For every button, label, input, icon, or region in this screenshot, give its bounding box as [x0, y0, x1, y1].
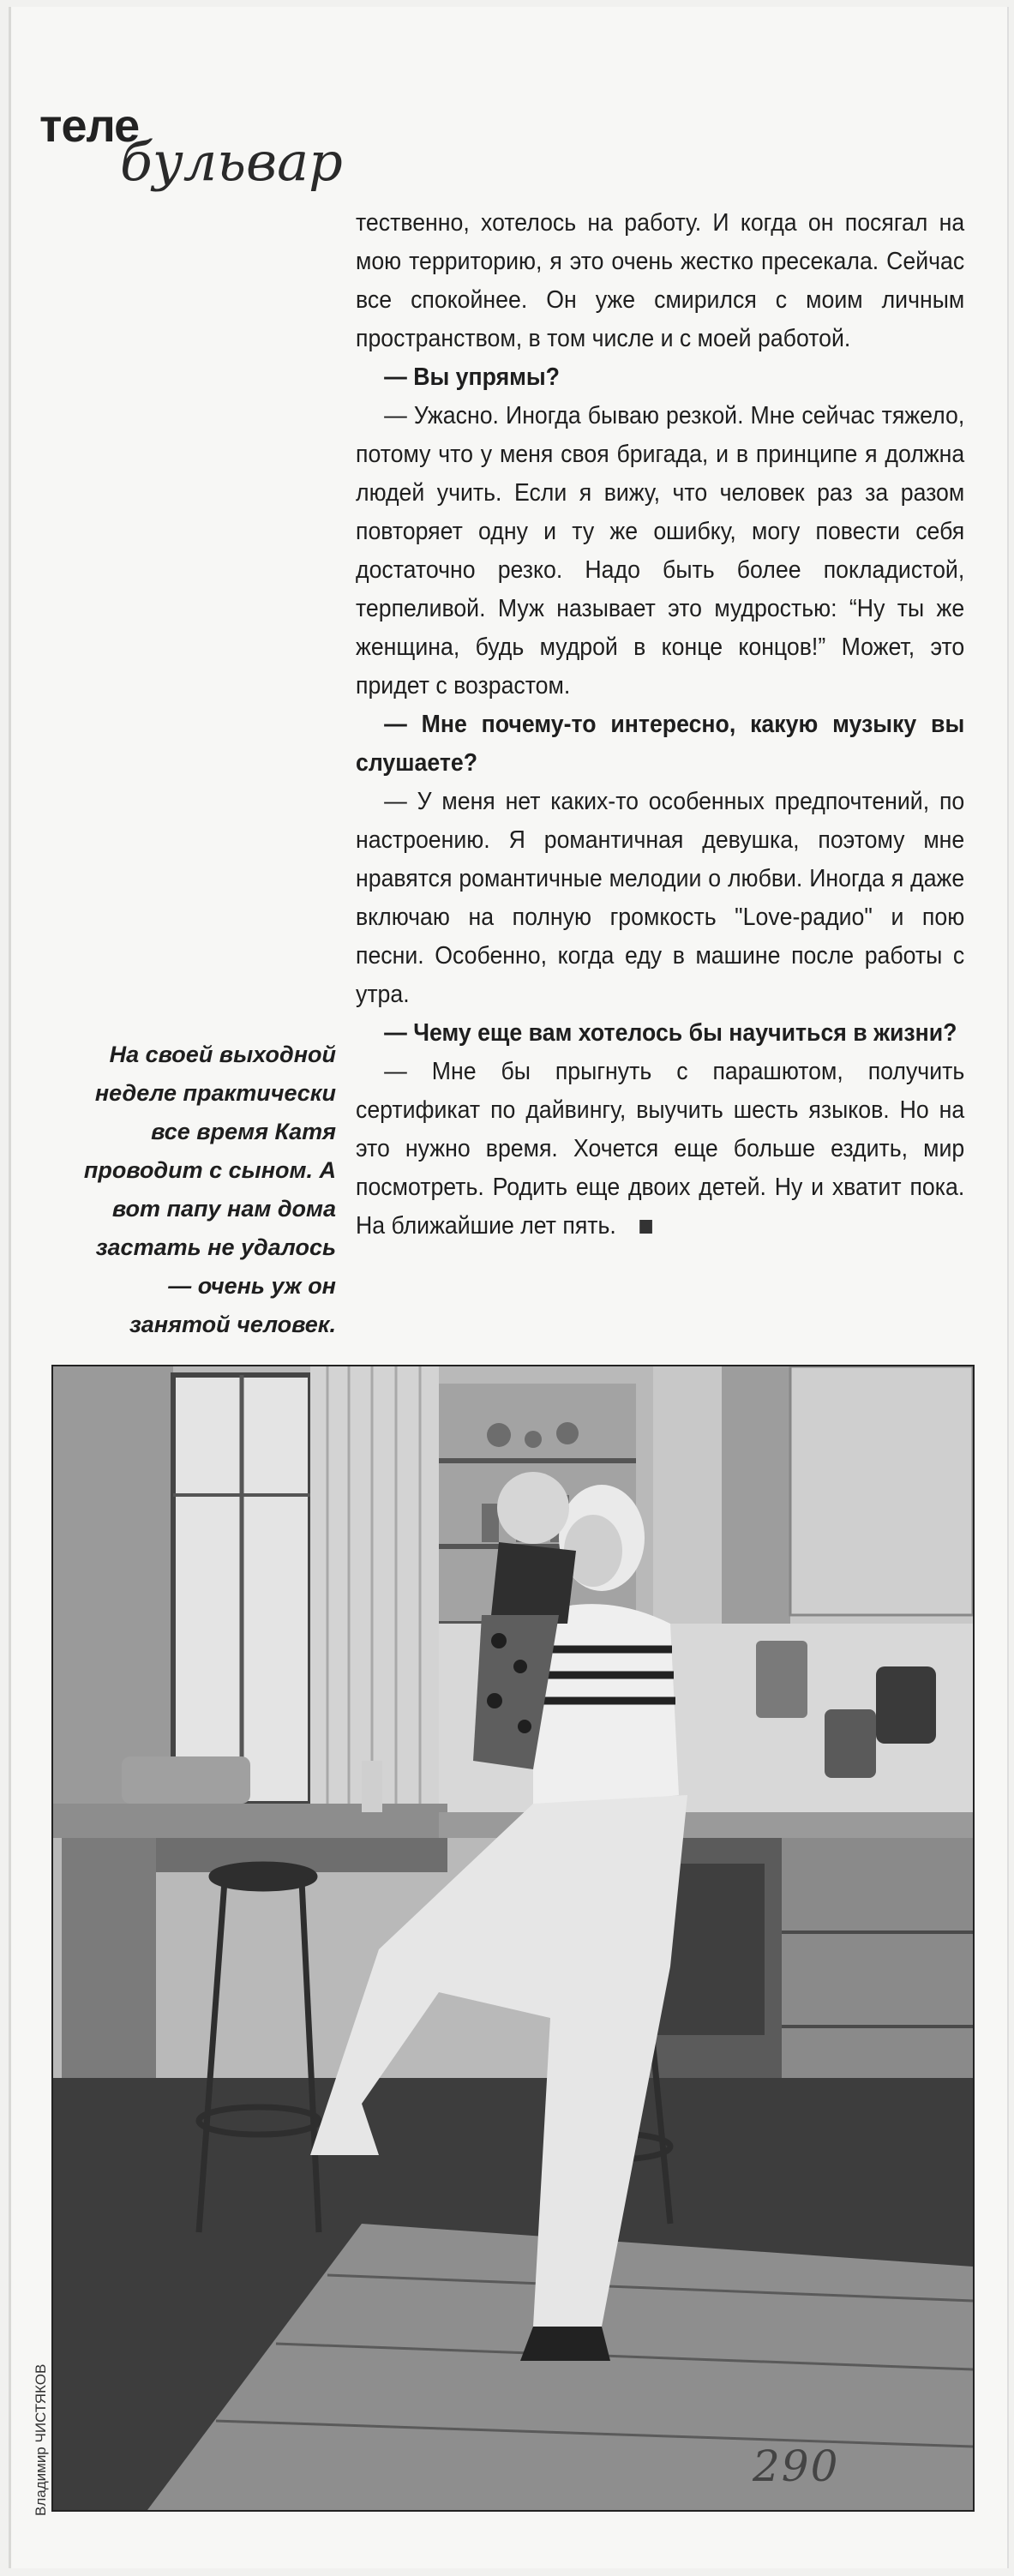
photo-caption: На своей выходной неделе практически все время Катя проводит с сыном. А вот папу нам дома застать не удалось — очень уж он занятой человек.	[83, 1042, 336, 1337]
end-of-article-square-icon	[639, 1220, 652, 1234]
article-body	[356, 204, 964, 1246]
article-paragraph: тественно, хотелось на работу. И когда он посягал на мою территорию, я это очень жестко пресекала. Сейчас все спокойнее. Он уже смирился с моим личным пространством, в том числе и с моей работой.	[356, 209, 965, 352]
article-paragraph: — У меня нет каких-то особенных предпочтений, по настроению. Я романтичная девушка, поэтому мне нравятся романтичные мелодии о любви. Иногда я даже включаю на полную громкость "Love-радио" и пою песни. Особенно, когда еду в машине после работы с утра.	[356, 788, 965, 1008]
rubric-title-bottom: бульвар	[120, 130, 343, 193]
article-last-paragraph-text: — Мне бы прыгнуть с парашютом, получить сертификат по дайвингу, выучить шесть языков. Но на это нужно время. Хочется еще больше ездить, мир посмотреть. Родить еще двоих детей. Ну и хватит пока. На ближайшие лет пять.	[356, 1058, 965, 1240]
page-number: 290	[753, 2441, 840, 2491]
interview-question: — Вы упрямы?	[384, 363, 560, 391]
kitchen-photo	[51, 1365, 975, 2512]
article-paragraph: — Ужасно. Иногда бываю резкой. Мне сейчас тяжело, потому что у меня своя бригада, и в принципе я должна людей учить. Если я вижу, что человек раз за разом повторяет одну и ту же ошибку, могу повести себя достаточно резко. Надо быть более покладистой, терпеливой. Муж называет это мудростью: “Ну ты же женщина, будь мудрой в конце концов!” Может, это придет с возрастом.	[356, 402, 965, 700]
photo-credit: Владимир ЧИСТЯКОВ	[33, 2363, 49, 2516]
article-paragraph	[356, 1053, 964, 1246]
interview-question: — Мне почему-то интересно, какую музыку вы слушаете?	[356, 711, 965, 777]
rubric-title-top: теле	[39, 100, 140, 152]
interview-question: — Чему еще вам хотелось бы научиться в жизни?	[384, 1019, 957, 1047]
